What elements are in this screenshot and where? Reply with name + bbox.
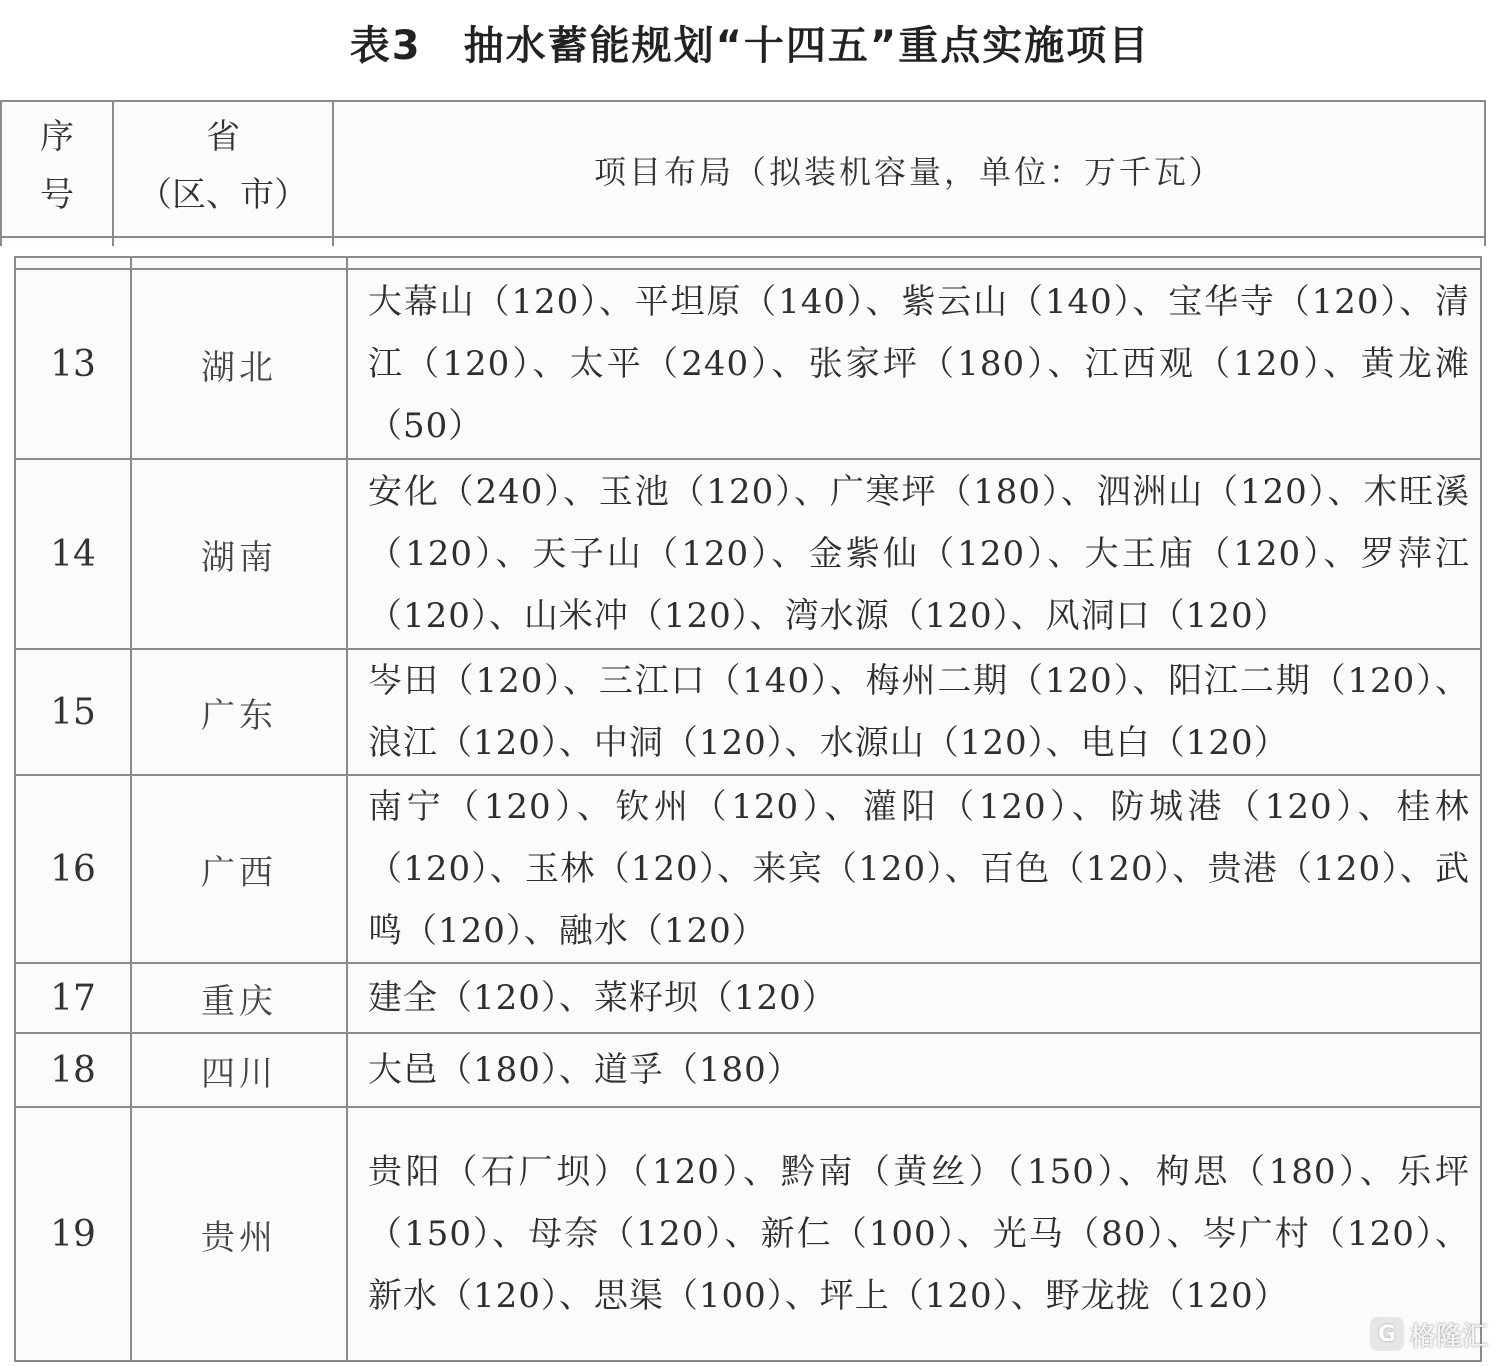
page-break-gap xyxy=(0,246,1500,256)
projects-table xyxy=(14,256,1482,1362)
row-seq: 15 xyxy=(15,649,131,775)
row-province: 四川 xyxy=(131,1033,347,1107)
row-projects: 建全（120）、菜籽坝（120） xyxy=(347,963,1481,1033)
header-projects-label: 项目布局（拟装机容量，单位：万千瓦） xyxy=(593,153,1224,191)
row-projects: 大邑（180）、道孚（180） xyxy=(347,1033,1481,1107)
row-seq: 13 xyxy=(15,269,131,459)
row-province: 广东 xyxy=(131,649,347,775)
row-province: 重庆 xyxy=(131,963,347,1033)
gelonghui-logo-icon: G xyxy=(1370,1317,1404,1351)
row-seq: 17 xyxy=(15,963,131,1033)
row-seq: 14 xyxy=(15,459,131,649)
row-projects: 大幕山（120）、平坦原（140）、紫云山（140）、宝华寺（120）、清江（120）、太平（240）、张家坪（180）、江西观（120）、黄龙滩（50） xyxy=(347,269,1481,459)
table-row xyxy=(15,459,1481,649)
row-province: 湖南 xyxy=(131,459,347,649)
table-row xyxy=(15,269,1481,459)
table-row xyxy=(15,649,1481,775)
row-projects: 岑田（120）、三江口（140）、梅州二期（120）、阳江二期（120）、浪江（120）、中洞（120）、水源山（120）、电白（120） xyxy=(347,649,1481,775)
table-row xyxy=(15,963,1481,1033)
table-row-cut xyxy=(15,257,1481,269)
header-province-label: 省 （区、市） xyxy=(138,117,308,215)
row-seq: 19 xyxy=(15,1107,131,1361)
row-seq: 16 xyxy=(15,775,131,963)
row-projects: 南宁（120）、钦州（120）、灌阳（120）、防城港（120）、桂林（120）、玉林（120）、来宾（120）、百色（120）、贵港（120）、武鸣（120）、融水（120） xyxy=(347,775,1481,963)
table-title: 表3 抽水蓄能规划“十四五”重点实施项目 xyxy=(349,23,1151,69)
row-projects: 安化（240）、玉池（120）、广寒坪（180）、泗洲山（120）、木旺溪（120）、天子山（120）、金紫仙（120）、大王庙（120）、罗萍江（120）、山米冲（120）、湾水源（120）、风洞口（120） xyxy=(347,459,1481,649)
table-row xyxy=(15,1033,1481,1107)
header-seq-label: 序 号 xyxy=(40,117,74,215)
table-row xyxy=(15,1107,1481,1361)
table-row xyxy=(15,775,1481,963)
row-projects: 贵阳（石厂坝）（120）、黔南（黄丝）（150）、枸思（180）、乐坪（150）、母奈（120）、新仁（100）、光马（80）、岑广村（120）、新水（120）、思渠（100）、坪上（120）、野龙拢（120） xyxy=(347,1107,1481,1361)
table-header xyxy=(0,100,1486,246)
row-province: 广西 xyxy=(131,775,347,963)
watermark xyxy=(1370,1314,1488,1354)
row-seq: 18 xyxy=(15,1033,131,1107)
watermark-text: 格隆汇 xyxy=(1409,1321,1488,1352)
row-province: 贵州 xyxy=(131,1107,347,1361)
row-province: 湖北 xyxy=(131,269,347,459)
